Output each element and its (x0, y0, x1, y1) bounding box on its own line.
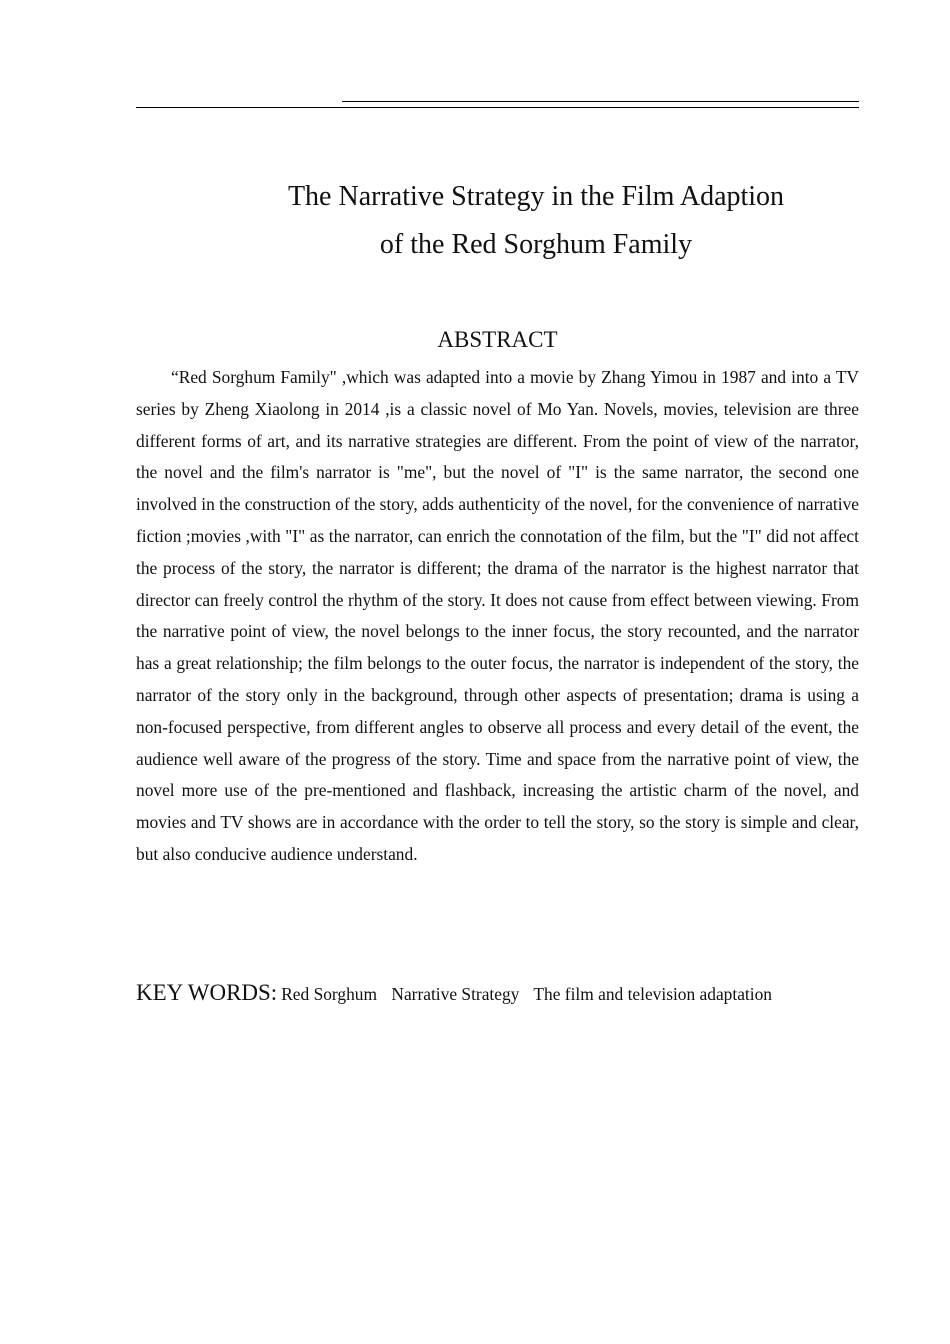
keywords-line (136, 977, 859, 1012)
paper-title (136, 173, 936, 269)
header-rule-long (136, 107, 859, 108)
keyword-item: The film and television adaptation (533, 984, 772, 1004)
paper-title-line-1: The Narrative Strategy in the Film Adaption (287, 181, 785, 212)
header-rule-short (342, 101, 859, 102)
keywords-list (281, 984, 772, 1004)
keyword-item: Red Sorghum (281, 984, 378, 1004)
abstract-body: “Red Sorghum Family" ,which was adapted into a movie by Zhang Yimou in 1987 and into a TV series by Zheng Xiaolong in 2014 ,is a classic novel of Mo Yan. Novels, movies, television are three different forms of art, and its narrative strategies are different. From the point of view of the narrator, the novel and the film's narrator is "me", but the novel of "I" is the same narrator, the second one involved in the construction of the story, adds authenticity of the novel, for the convenience of narrative fiction ;movies ,with "I" as the narrator, can enrich the connotation of the film, but the "I" did not affect the process of the story, the narrator is different; the drama of the narrator is the highest narrator that director can freely control the rhythm of the story. It does not cause from effect between viewing. From the narrative point of view, the novel belongs to the inner focus, the story recounted, and the narrator has a great relationship; the film belongs to the outer focus, the narrator is independent of the story, the narrator of the story only in the background, through other aspects of presentation; drama is using a non-focused perspective, from different angles to observe all process and every detail of the event, the audience well aware of the progress of the story. Time and space from the narrative point of view, the novel more use of the pre-mentioned and flashback, increasing the artistic charm of the novel, and movies and TV shows are in accordance with the order to tell the story, so the story is simple and clear, but also conducive audience understand. (136, 367, 859, 864)
keyword-item: Narrative Strategy (391, 984, 520, 1004)
keywords-label: KEY WORDS: (136, 980, 278, 1005)
paper-title-line-2: of the Red Sorghum Family (379, 229, 693, 260)
abstract-heading: ABSTRACT (437, 327, 558, 352)
